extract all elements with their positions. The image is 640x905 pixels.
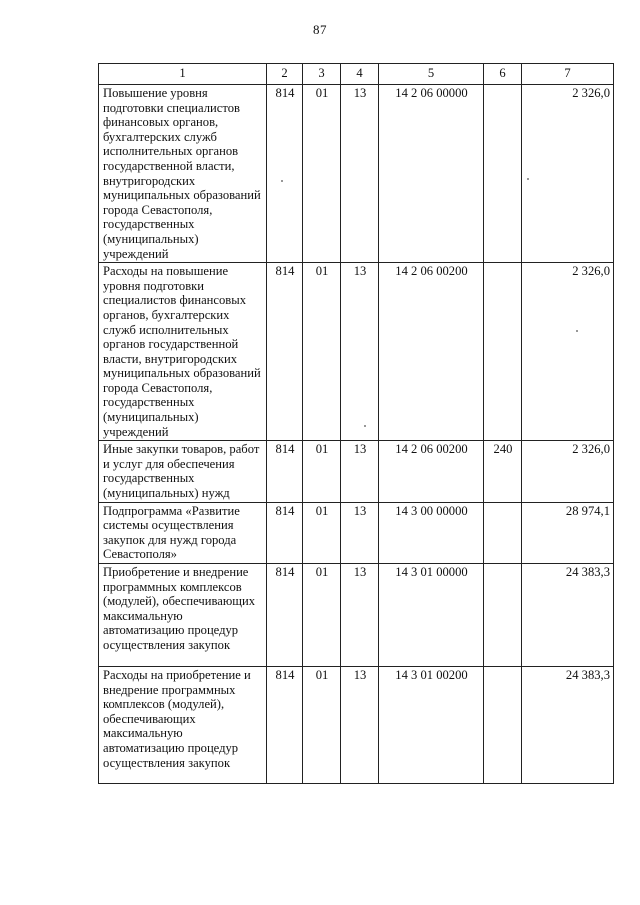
scan-speck: [281, 180, 283, 182]
row-subsection: 13: [341, 564, 379, 667]
scan-speck: [527, 178, 529, 180]
row-sum: 2 326,0: [522, 441, 614, 502]
row-subsection: 13: [341, 263, 379, 441]
row-target-article: 14 3 01 00000: [379, 564, 484, 667]
table-row: [99, 667, 614, 784]
row-expense-type: [484, 502, 522, 563]
column-header: 5: [379, 64, 484, 85]
table-row: [99, 441, 614, 502]
row-grbs: 814: [267, 564, 303, 667]
row-subsection: 13: [341, 667, 379, 784]
row-name: Повышение уровня подготовки специалистов финансовых органов, бухгалтерских служб исполнительных органов государственной власти, внутригородских муниципальных образований города Севастополя, государственных (муниципальных) учреждений: [99, 85, 267, 263]
row-target-article: 14 2 06 00200: [379, 441, 484, 502]
table-row: [99, 502, 614, 563]
scan-speck: [576, 330, 578, 332]
row-sum: 24 383,3: [522, 564, 614, 667]
row-subsection: 13: [341, 502, 379, 563]
row-target-article: 14 3 01 00200: [379, 667, 484, 784]
column-header: 3: [303, 64, 341, 85]
row-grbs: 814: [267, 263, 303, 441]
row-grbs: 814: [267, 441, 303, 502]
row-sum: 2 326,0: [522, 263, 614, 441]
row-name: Подпрограмма «Развитие системы осуществления закупок для нужд города Севастополя»: [99, 502, 267, 563]
row-name: Расходы на приобретение и внедрение программных комплексов (модулей), обеспечивающих максимальную автоматизацию процедур осуществления закупок: [99, 667, 267, 784]
table-row: [99, 564, 614, 667]
row-section: 01: [303, 85, 341, 263]
row-sum: 24 383,3: [522, 667, 614, 784]
table-row: [99, 263, 614, 441]
row-expense-type: [484, 564, 522, 667]
row-section: 01: [303, 502, 341, 563]
budget-table: [98, 63, 614, 784]
row-section: 01: [303, 263, 341, 441]
row-grbs: 814: [267, 85, 303, 263]
column-header: 2: [267, 64, 303, 85]
row-target-article: 14 3 00 00000: [379, 502, 484, 563]
row-grbs: 814: [267, 667, 303, 784]
row-target-article: 14 2 06 00000: [379, 85, 484, 263]
header-row: [99, 64, 614, 85]
row-name: Иные закупки товаров, работ и услуг для обеспечения государственных (муниципальных) нужд: [99, 441, 267, 502]
row-grbs: 814: [267, 502, 303, 563]
row-name: Приобретение и внедрение программных комплексов (модулей), обеспечивающих максимальную автоматизацию процедур осуществления закупок: [99, 564, 267, 667]
row-expense-type: [484, 263, 522, 441]
page-number: 87: [313, 22, 327, 37]
row-sum: 28 974,1: [522, 502, 614, 563]
column-header: 4: [341, 64, 379, 85]
row-expense-type: [484, 85, 522, 263]
table-row: [99, 85, 614, 263]
row-section: 01: [303, 441, 341, 502]
row-expense-type: [484, 667, 522, 784]
column-header: 6: [484, 64, 522, 85]
row-section: 01: [303, 667, 341, 784]
row-expense-type: 240: [484, 441, 522, 502]
column-header: 7: [522, 64, 614, 85]
row-name: Расходы на повышение уровня подготовки специалистов финансовых органов, бухгалтерских служб исполнительных органов государственной власти, внутригородских муниципальных образований города Севастополя, государственных (муниципальных) учреждений: [99, 263, 267, 441]
scan-speck: [364, 425, 366, 427]
row-target-article: 14 2 06 00200: [379, 263, 484, 441]
row-sum: 2 326,0: [522, 85, 614, 263]
row-subsection: 13: [341, 85, 379, 263]
row-subsection: 13: [341, 441, 379, 502]
row-section: 01: [303, 564, 341, 667]
column-header: 1: [99, 64, 267, 85]
